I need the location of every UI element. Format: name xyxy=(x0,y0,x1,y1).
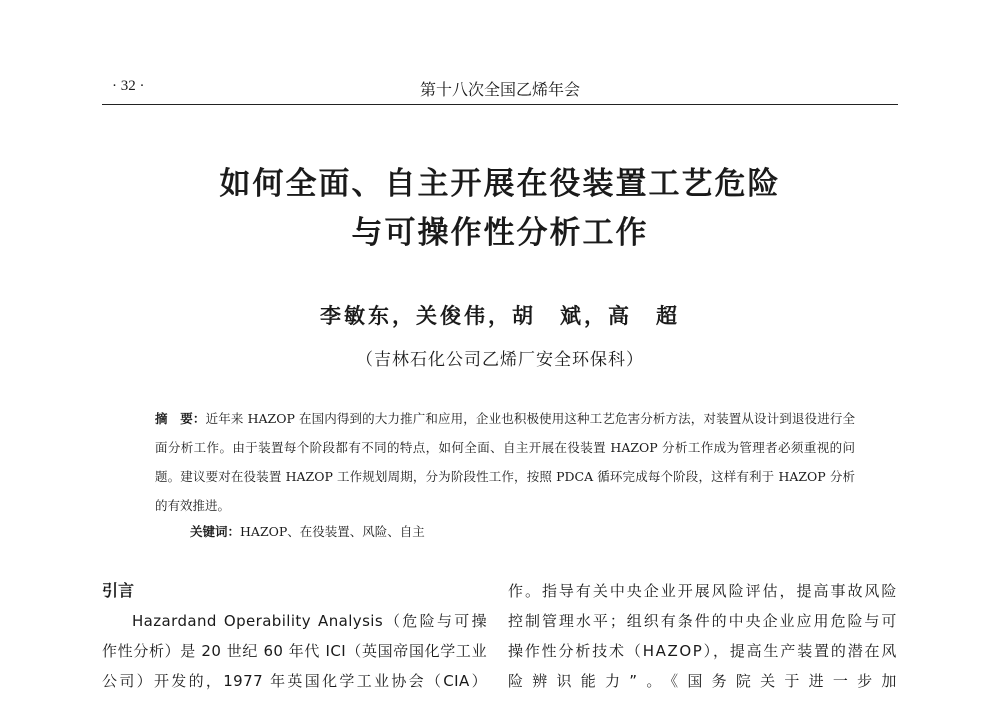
body-column-right xyxy=(508,576,898,696)
running-header xyxy=(102,74,898,105)
keywords xyxy=(190,522,425,540)
section-heading-introduction: 引言 xyxy=(102,581,135,600)
body-paragraph: Hazardand Operability Analysis（危险与可操作性分析）是 20 世纪 60 年代 ICI（英国帝国化学工业公司）开发的，1977 年英国化学工业协会（CIA） xyxy=(102,612,487,690)
title-line-1: 如何全面、自主开展在役装置工艺危险 xyxy=(219,166,781,202)
body-column-left xyxy=(102,576,487,696)
page-number: · 32 · xyxy=(112,78,145,94)
keywords-label: 关键词： xyxy=(190,524,241,539)
affiliation: （吉林石化公司乙烯厂安全环保科） xyxy=(356,350,644,370)
abstract-text: 近年来 HAZOP 在国内得到的大力推广和应用，企业也积极使用这种工艺危害分析方法，对装置从设计到退役进行全面分析工作。由于装置每个阶段都有不同的特点，如何全面、自主开展在役装置 HAZOP 分析工作成为管理者必须重视的问题。建议要对在役装置 HAZOP 工作规划周期，分为阶段性工作，按照 PDCA 循环完成每个阶段，这样有利于 HAZOP 分析的有效推进。 xyxy=(155,411,855,513)
body-paragraph-continued: 作。指导有关中央企业开展风险评估，提高事故风险控制管理水平；组织有条件的中央企业应用危险与可操作性分析技术（HAZOP），提高生产装置的潜在风险辨识能力”。《国务院关于进一步加 xyxy=(508,582,898,690)
running-head-title: 第十八次全国乙烯年会 xyxy=(419,80,580,99)
title-line-2: 与可操作性分析工作 xyxy=(351,215,649,251)
keywords-text: HAZOP、在役装置、风险、自主 xyxy=(240,524,425,539)
abstract-label: 摘 要： xyxy=(155,411,206,426)
paper-title xyxy=(0,160,1000,258)
author-list: 李敏东，关俊伟，胡 斌，高 超 xyxy=(320,303,680,328)
abstract xyxy=(155,404,855,520)
